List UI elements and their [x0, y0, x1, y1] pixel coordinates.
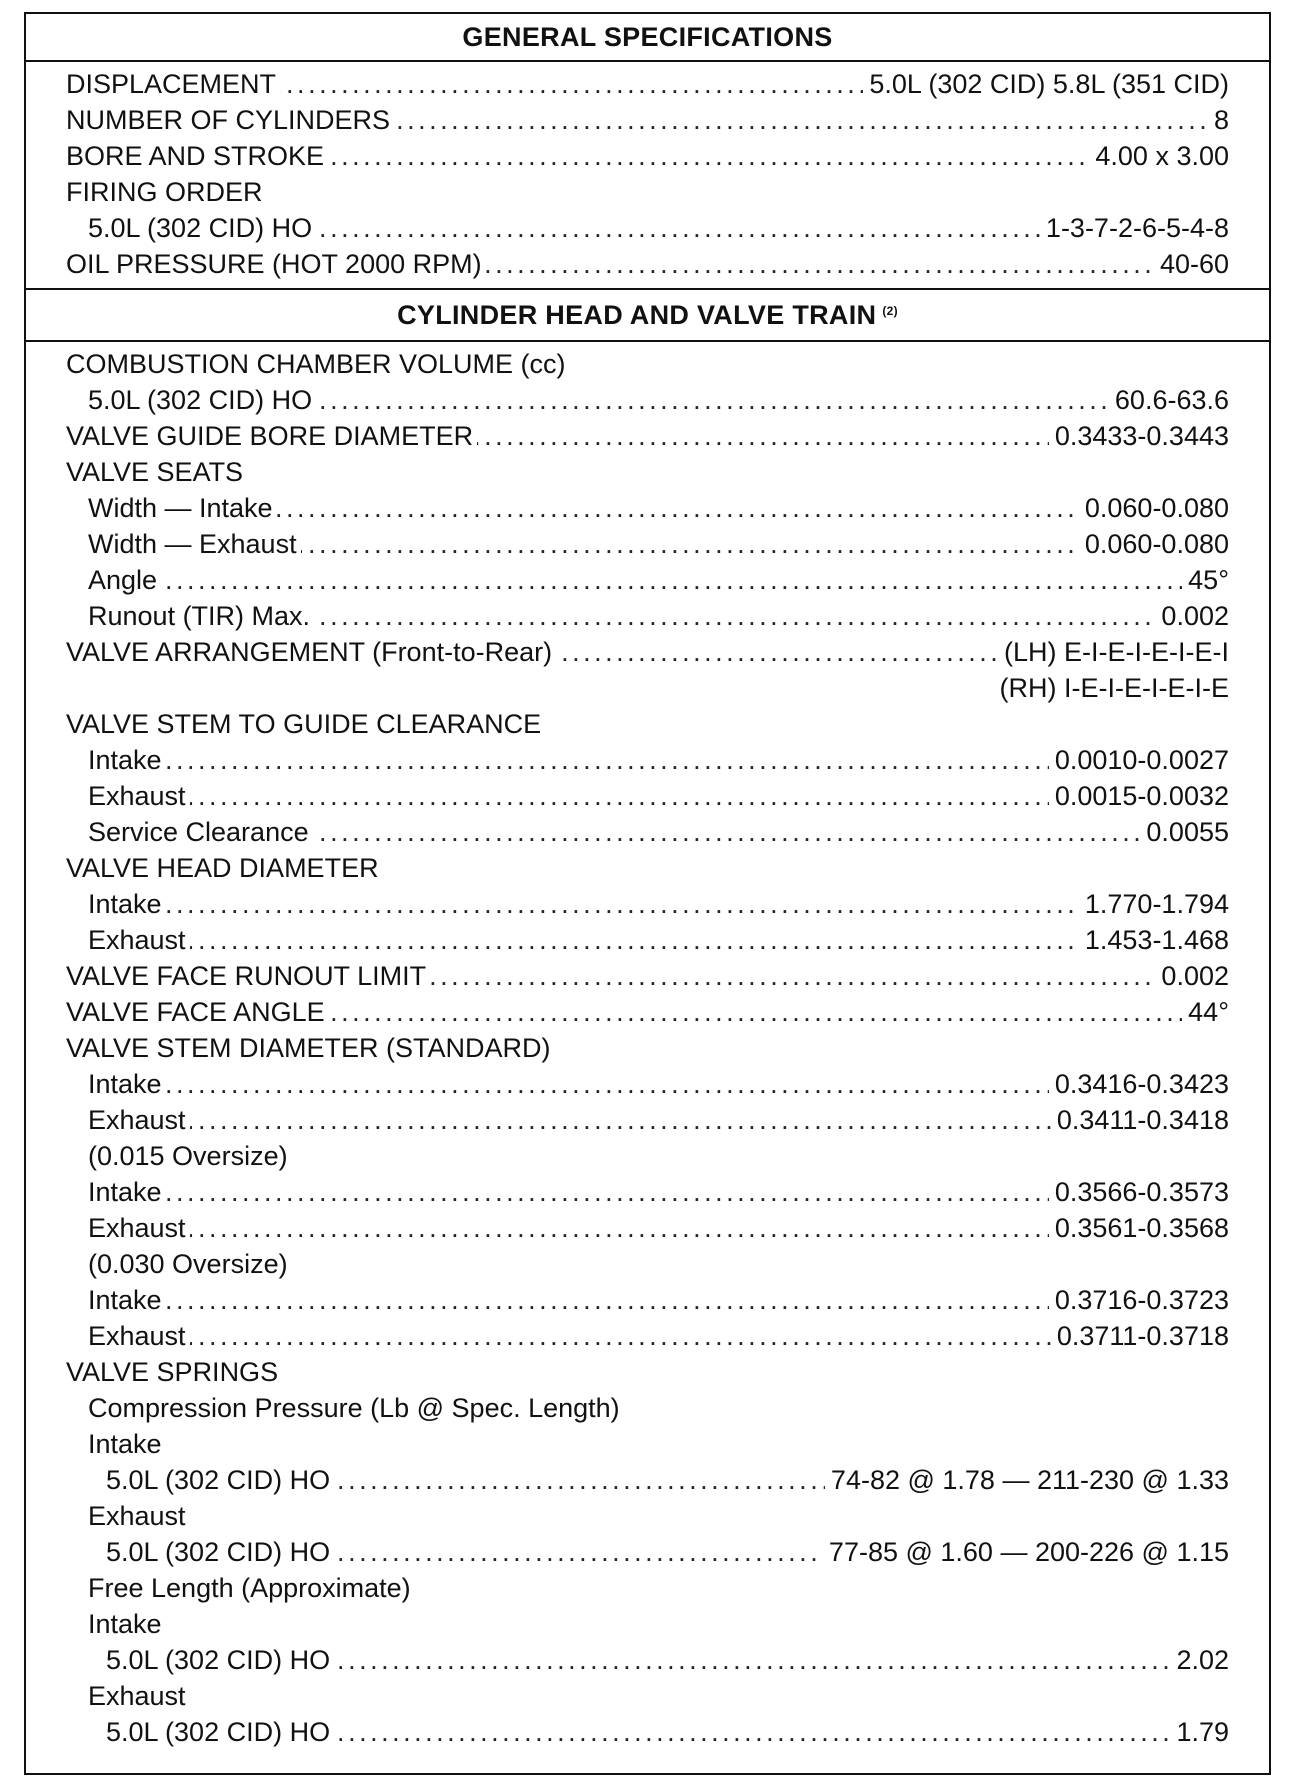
spec-label: VALVE STEM DIAMETER (STANDARD): [66, 1033, 555, 1063]
spec-row: [66, 1030, 1229, 1066]
spec-label: Intake: [88, 745, 166, 775]
spec-value: 0.002: [1155, 958, 1229, 994]
spec-label: BORE AND STROKE: [66, 141, 328, 171]
spec-row: [88, 382, 1229, 418]
spec-value: 77-85 @ 1.60 — 200-226 @ 1.15: [823, 1534, 1229, 1570]
spec-value: 0.3711-0.3718: [1051, 1318, 1229, 1354]
cylinder-head-spec-list: [26, 342, 1269, 1756]
spec-label: NUMBER OF CYLINDERS: [66, 105, 394, 135]
spec-label: Width — Exhaust: [88, 529, 301, 559]
spec-label: OIL PRESSURE (HOT 2000 RPM): [66, 249, 486, 279]
spec-row: [88, 1390, 1229, 1426]
spec-row: [66, 706, 1229, 742]
spec-row: [66, 66, 1229, 102]
section-title: GENERAL SPECIFICATIONS: [462, 21, 833, 52]
spec-label: 5.0L (302 CID) HO: [106, 1717, 334, 1747]
spec-row: [66, 246, 1229, 282]
spec-label: Free Length (Approximate): [88, 1573, 415, 1603]
spec-label: VALVE GUIDE BORE DIAMETER: [66, 421, 477, 451]
spec-label: VALVE HEAD DIAMETER: [66, 853, 383, 883]
spec-label: VALVE FACE RUNOUT LIMIT: [66, 961, 430, 991]
spec-row: [88, 886, 1229, 922]
footnote-marker: (2): [882, 304, 898, 318]
spec-label: Width — Intake: [88, 493, 277, 523]
spec-value: 0.002: [1155, 598, 1229, 634]
spec-value: 0.3566-0.3573: [1049, 1174, 1229, 1210]
spec-row: [66, 634, 1229, 670]
spec-row: [88, 1606, 1229, 1642]
spec-row: [88, 1570, 1229, 1606]
spec-label: 5.0L (302 CID) HO: [106, 1465, 334, 1495]
spec-row: [106, 1714, 1229, 1750]
spec-value: 40-60: [1154, 246, 1229, 282]
spec-label: DISPLACEMENT: [66, 69, 280, 99]
spec-row: [106, 1642, 1229, 1678]
spec-value: 0.3561-0.3568: [1049, 1210, 1229, 1246]
spec-value: 5.0L (302 CID) 5.8L (351 CID): [863, 66, 1229, 102]
spec-label: Intake: [88, 1285, 166, 1315]
spec-row: [88, 1246, 1229, 1282]
spec-row: [88, 1678, 1229, 1714]
spec-value: 0.060-0.080: [1079, 490, 1229, 526]
spec-row: [88, 526, 1229, 562]
spec-value: 0.3416-0.3423: [1049, 1066, 1229, 1102]
spec-label: Exhaust: [88, 1105, 190, 1135]
spec-value: 0.0015-0.0032: [1049, 778, 1229, 814]
spec-row: [66, 346, 1229, 382]
spec-label: VALVE SPRINGS: [66, 1357, 282, 1387]
spec-row: [106, 1534, 1229, 1570]
spec-value: 2.02: [1170, 1642, 1229, 1678]
spec-row: [66, 670, 1229, 706]
spec-label: Exhaust: [88, 1321, 190, 1351]
spec-label: Intake: [88, 1429, 166, 1459]
spec-row: [66, 958, 1229, 994]
spec-label: Service Clearance: [88, 817, 313, 847]
spec-label: 5.0L (302 CID) HO: [88, 385, 316, 415]
spec-value: 0.3433-0.3443: [1049, 418, 1229, 454]
spec-row: [88, 1498, 1229, 1534]
spec-row: [88, 1426, 1229, 1462]
spec-row: [88, 778, 1229, 814]
spec-value: 8: [1208, 102, 1229, 138]
spec-value: (RH) I-E-I-E-I-E-I-E: [994, 670, 1229, 706]
spec-label: Compression Pressure (Lb @ Spec. Length): [88, 1393, 624, 1423]
spec-label: Exhaust: [88, 1501, 190, 1531]
spec-row: [88, 598, 1229, 634]
spec-row: [66, 174, 1229, 210]
spec-row: [88, 1318, 1229, 1354]
spec-label: (0.030 Oversize): [88, 1249, 292, 1279]
spec-row: [88, 1138, 1229, 1174]
spec-row: [88, 814, 1229, 850]
spec-row: [66, 454, 1229, 490]
spec-row: [66, 994, 1229, 1030]
spec-label: VALVE FACE ANGLE: [66, 997, 329, 1027]
spec-value: 44°: [1182, 994, 1229, 1030]
spec-row: [88, 1210, 1229, 1246]
spec-value: 0.060-0.080: [1079, 526, 1229, 562]
spec-row: [88, 210, 1229, 246]
spec-value: 1.79: [1170, 1714, 1229, 1750]
spec-label: Runout (TIR) Max.: [88, 601, 314, 631]
spec-label: Intake: [88, 1609, 166, 1639]
spec-label: (0.015 Oversize): [88, 1141, 292, 1171]
spec-label: VALVE ARRANGEMENT (Front-to-Rear): [66, 637, 556, 667]
spec-row: [106, 1462, 1229, 1498]
spec-label: Exhaust: [88, 1213, 190, 1243]
spec-row: [88, 922, 1229, 958]
spec-row: [66, 102, 1229, 138]
spec-value: (LH) E-I-E-I-E-I-E-I: [998, 634, 1229, 670]
spec-value: 60.6-63.6: [1109, 382, 1229, 418]
spec-row: [88, 1282, 1229, 1318]
spec-row: [88, 490, 1229, 526]
spec-label: 5.0L (302 CID) HO: [106, 1645, 334, 1675]
spec-label: COMBUSTION CHAMBER VOLUME (cc): [66, 349, 570, 379]
section-header-cylinder-head: [26, 288, 1269, 342]
spec-row: [66, 850, 1229, 886]
spec-value: 0.0010-0.0027: [1049, 742, 1229, 778]
spec-row: [66, 138, 1229, 174]
spec-value: 4.00 x 3.00: [1089, 138, 1229, 174]
general-spec-list: [26, 62, 1269, 288]
spec-label: Intake: [88, 889, 166, 919]
spec-value: 0.0055: [1140, 814, 1229, 850]
spec-row: [88, 742, 1229, 778]
spec-label: VALVE SEATS: [66, 457, 247, 487]
spec-row: [66, 418, 1229, 454]
spec-row: [88, 562, 1229, 598]
spec-label: Exhaust: [88, 1681, 190, 1711]
spec-value: 1-3-7-2-6-5-4-8: [1040, 210, 1229, 246]
spec-row: [88, 1066, 1229, 1102]
spec-value: 0.3716-0.3723: [1049, 1282, 1229, 1318]
spec-label: Exhaust: [88, 925, 190, 955]
spec-label: Intake: [88, 1069, 166, 1099]
spec-label: 5.0L (302 CID) HO: [88, 213, 316, 243]
spec-value: 0.3411-0.3418: [1051, 1102, 1229, 1138]
spec-label: Exhaust: [88, 781, 190, 811]
spec-label: [66, 673, 70, 703]
section-header-general: [26, 14, 1269, 62]
spec-row: [88, 1102, 1229, 1138]
spec-sheet: [24, 12, 1271, 1775]
section-title: CYLINDER HEAD AND VALVE TRAIN: [397, 299, 877, 330]
spec-label: 5.0L (302 CID) HO: [106, 1537, 334, 1567]
spec-value: 74-82 @ 1.78 — 211-230 @ 1.33: [825, 1462, 1229, 1498]
spec-label: FIRING ORDER: [66, 177, 267, 207]
spec-row: [88, 1174, 1229, 1210]
spec-label: Angle: [88, 565, 161, 595]
spec-label: Intake: [88, 1177, 166, 1207]
spec-value: 1.453-1.468: [1079, 922, 1229, 958]
spec-label: VALVE STEM TO GUIDE CLEARANCE: [66, 709, 545, 739]
spec-value: 45°: [1182, 562, 1229, 598]
spec-value: 1.770-1.794: [1079, 886, 1229, 922]
spec-row: [66, 1354, 1229, 1390]
